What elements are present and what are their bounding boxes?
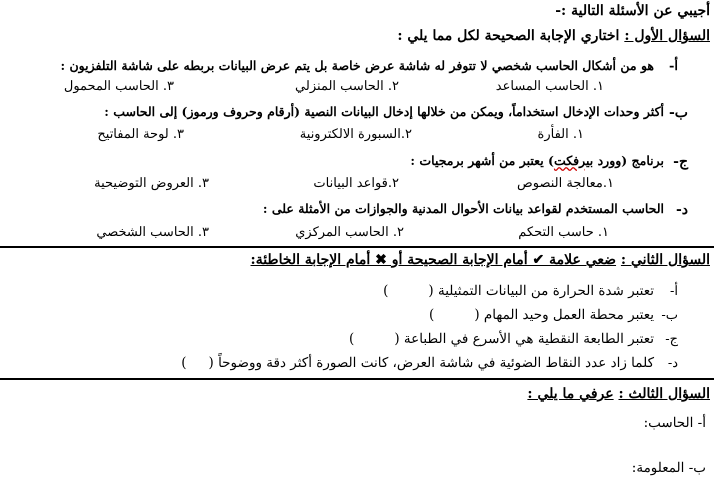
- q1-item-d-option-2: ٢. الحاسب المركزي: [295, 225, 404, 240]
- q2-item-c-text: تعتبر الطابعة النقطية هي الأسرع في الطباعة: [403, 331, 654, 347]
- header-instruction: أجيبي عن الأسئلة التالية :-: [555, 3, 710, 19]
- q1-item-c-text: [410, 155, 664, 168]
- q1-item-d-option-3: ٣. الحاسب الشخصي: [96, 225, 209, 240]
- q3-heading: [527, 387, 710, 401]
- q1-item-b-letter: ب-: [669, 105, 688, 121]
- q2-item-c-letter: ج-: [665, 332, 678, 347]
- q2-item-b-text: يعتبر محطة العمل وحيد المهام: [483, 307, 654, 323]
- q1-item-c-option-2: ٢.قواعد البيانات: [313, 176, 399, 191]
- q2-item-c: [349, 333, 654, 347]
- q1-item-a-option-3: ٣. الحاسب المحمول: [63, 79, 174, 94]
- q2-item-a-text: تعتبر شدة الحرارة من البيانات التمثيلية: [437, 283, 654, 299]
- q2-item-b-answer[interactable]: (): [429, 307, 480, 323]
- q2-item-d: [181, 357, 654, 371]
- q1-item-a-option-1: ١. الحاسب المساعد: [495, 79, 604, 94]
- q1-item-a-letter: أ-: [668, 59, 678, 74]
- q1-instruction: اختاري الإجابة الصحيحة لكل مما يلي :: [397, 28, 620, 44]
- q1-item-c-letter: ج-: [673, 154, 688, 170]
- q2-item-d-letter: د-: [667, 356, 678, 371]
- q2-instruction: ضعي علامة ✔ أمام الإجابة الصحيحة أو ✖ أمام الإجابة الخاطئة:: [250, 252, 617, 268]
- q2-item-b-letter: ب-: [661, 308, 678, 323]
- q2-item-d-answer[interactable]: (): [181, 355, 214, 371]
- q1-item-a-option-2: ٢. الحاسب المنزلي: [295, 79, 399, 94]
- q1-item-d-text: الحاسب المستخدم لقواعد بيانات الأحوال المدنية والجوازات من الأمثلة على :: [262, 201, 664, 216]
- q3-instruction: عرفي ما يلي :: [527, 386, 614, 402]
- q1-item-c-text-misspelled: بيرفكت: [553, 153, 594, 168]
- q2-item-d-text: كلما زاد عدد النقاط الضوئية في شاشة العرض، كانت الصورة أكثر دقة ووضوحاً: [218, 355, 654, 371]
- separator-line: [0, 246, 714, 248]
- q2-heading: [251, 253, 710, 267]
- q1-item-b-option-2: ٢.السبورة الالكترونية: [299, 127, 412, 142]
- q1-item-b-option-1: ١. الفأرة: [537, 127, 584, 142]
- q2-item-a-answer[interactable]: (): [383, 283, 434, 299]
- q2-title: السؤال الثاني :: [620, 252, 710, 268]
- q2-item-a: [383, 285, 654, 299]
- q3-item-b-label: ب- المعلومة:: [631, 460, 706, 476]
- q1-item-c-text-after: ) يعتبر من أشهر برمجيات :: [410, 153, 554, 168]
- q1-item-c-option-3: ٣. العروض التوضيحية: [94, 176, 209, 191]
- q2-item-c-answer[interactable]: (): [349, 331, 400, 347]
- q3-title: السؤال الثالث :: [618, 386, 710, 402]
- q1-heading: [397, 29, 710, 43]
- q3-item-a-label: أ- الحاسب:: [643, 415, 706, 431]
- q1-item-c-text-before: برنامج (وورد: [593, 153, 664, 168]
- q1-item-d-option-1: ١. حاسب التحكم: [518, 225, 609, 240]
- q1-item-b-text: أكثر وحدات الإدخال استخداماً، ويمكن من خلالها إدخال البيانات النصية (أرقام وحروف ورموز) إلى الحاسب :: [104, 104, 664, 119]
- q1-item-c-option-1: ١.معالجة النصوص: [517, 176, 614, 191]
- q2-item-b: [429, 309, 654, 323]
- q1-item-d-letter: د-: [675, 202, 688, 218]
- separator-line-2: [0, 378, 714, 380]
- q2-item-a-letter: أ-: [669, 284, 678, 299]
- q1-item-a-text: هو من أشكال الحاسب شخصي لا تتوفر له شاشة عرض خاصة بل يتم عرض البيانات بربطه على شاشة التلفزيون :: [60, 58, 654, 73]
- q1-title: السؤال الأول :: [624, 28, 710, 44]
- q1-item-b-option-3: ٣. لوحة المفاتيح: [97, 127, 184, 142]
